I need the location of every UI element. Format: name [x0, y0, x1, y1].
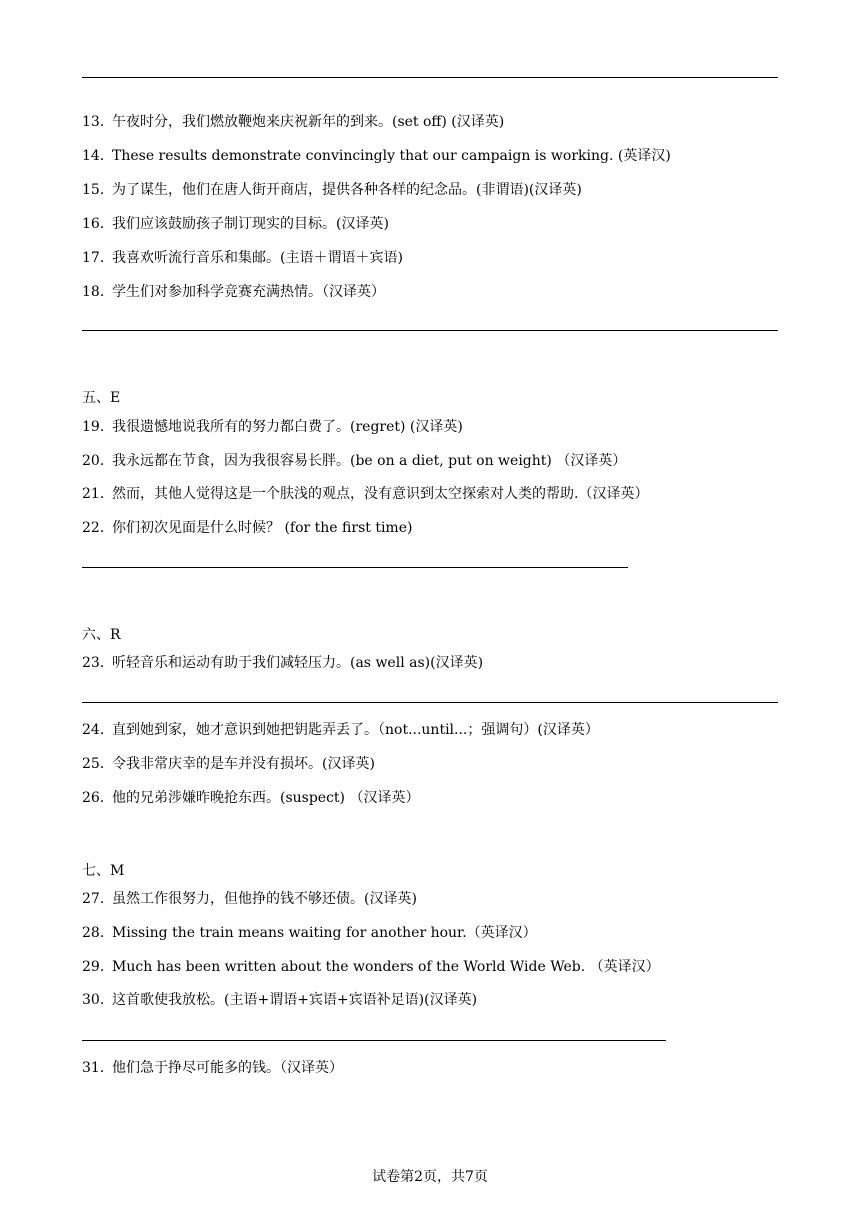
question-text: 你们初次见面是什么时候？ (for the first time)	[112, 520, 413, 536]
question-text: 我很遗憾地说我所有的努力都白费了。(regret) (汉译英)	[112, 419, 463, 435]
question-18	[82, 283, 385, 301]
question-30	[82, 991, 477, 1009]
question-number: 31．	[82, 1060, 114, 1076]
question-text: These results demonstrate convincingly that our campaign is working. (英译汉)	[112, 148, 671, 164]
question-number: 26．	[82, 790, 114, 806]
question-16	[82, 215, 389, 233]
question-number: 19．	[82, 419, 114, 435]
question-28	[82, 924, 537, 942]
question-text: 令我非常庆幸的是车并没有损坏。(汉译英)	[112, 756, 375, 772]
question-number: 18．	[82, 284, 114, 300]
question-number: 30．	[82, 992, 114, 1008]
question-text: 学生们对参加科学竞赛充满热情。（汉译英）	[112, 284, 385, 300]
answer-line	[82, 1040, 666, 1041]
section-heading-seven: 七、M	[82, 863, 125, 879]
question-number: 13．	[82, 114, 114, 130]
question-number: 22．	[82, 520, 114, 536]
question-21	[82, 485, 648, 503]
question-text: 我永远都在节食，因为我很容易长胖。(be on a diet, put on weight) （汉译英）	[112, 453, 627, 469]
question-14	[82, 147, 671, 165]
question-27	[82, 890, 417, 908]
question-number: 24．	[82, 722, 114, 738]
question-15	[82, 181, 582, 199]
question-text: 我喜欢听流行音乐和集邮。(主语＋谓语＋宾语)	[112, 250, 403, 266]
question-31	[82, 1059, 343, 1077]
question-22	[82, 519, 412, 537]
question-text: 他们急于挣尽可能多的钱。（汉译英）	[112, 1060, 343, 1076]
question-17	[82, 249, 403, 267]
question-13	[82, 113, 504, 131]
question-text: Much has been written about the wonders of the World Wide Web. （英译汉）	[112, 959, 660, 975]
question-number: 20．	[82, 453, 114, 469]
question-text: 午夜时分，我们燃放鞭炮来庆祝新年的到来。(set off) (汉译英)	[112, 114, 505, 130]
question-number: 25．	[82, 756, 114, 772]
question-text: 直到她到家，她才意识到她把钥匙弄丢了。（not...until...；强调句）(汉译英）	[112, 722, 599, 738]
question-text: 虽然工作很努力，但他挣的钱不够还债。(汉译英)	[112, 891, 417, 907]
question-26	[82, 789, 419, 807]
question-number: 28．	[82, 925, 114, 941]
question-24	[82, 721, 599, 739]
question-number: 27．	[82, 891, 114, 907]
question-text: 听轻音乐和运动有助于我们减轻压力。(as well as)(汉译英)	[112, 655, 484, 671]
question-text: 他的兄弟涉嫌昨晚抢东西。(suspect) （汉译英）	[112, 790, 420, 806]
question-number: 23．	[82, 655, 114, 671]
page-footer: 试卷第2页，共7页	[372, 1169, 488, 1185]
question-number: 14．	[82, 148, 114, 164]
answer-line	[82, 77, 778, 78]
answer-line	[82, 330, 778, 331]
answer-line	[82, 702, 778, 703]
answer-line	[82, 567, 628, 568]
question-number: 17．	[82, 250, 114, 266]
question-text: Missing the train means waiting for another hour.（英译汉）	[112, 925, 537, 941]
question-number: 29．	[82, 959, 114, 975]
question-23	[82, 654, 483, 672]
question-text: 为了谋生，他们在唐人街开商店，提供各种各样的纪念品。(非谓语)(汉译英)	[112, 182, 582, 198]
question-25	[82, 755, 375, 773]
question-number: 21．	[82, 486, 114, 502]
question-20	[82, 452, 626, 470]
section-heading-six: 六、R	[82, 627, 121, 643]
question-29	[82, 958, 660, 976]
section-heading-five: 五、E	[82, 390, 121, 406]
question-text: 这首歌使我放松。(主语+谓语+宾语+宾语补足语)(汉译英)	[112, 992, 478, 1008]
question-19	[82, 418, 463, 436]
question-number: 16．	[82, 216, 114, 232]
question-text: 我们应该鼓励孩子制订现实的目标。(汉译英)	[112, 216, 389, 232]
question-number: 15．	[82, 182, 114, 198]
question-text: 然而，其他人觉得这是一个肤浅的观点，没有意识到太空探索对人类的帮助.（汉译英）	[112, 486, 649, 502]
